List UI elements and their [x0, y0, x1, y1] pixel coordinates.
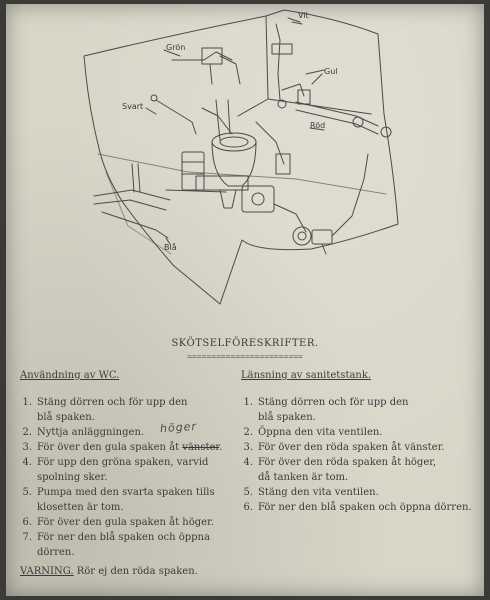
- list-item: 4. För upp den gröna spaken, varvid spolning sker.: [22, 457, 209, 483]
- list-item: 1. Stäng dörren och för upp den blå spaken.: [22, 397, 188, 423]
- list-item: 6. För ner den blå spaken och öppna dörren.: [243, 502, 472, 513]
- list-item: 5. Stäng den vita ventilen.: [243, 487, 379, 498]
- list-item: 4. För över den röda spaken åt höger, då tanken är tom.: [243, 457, 437, 483]
- wc-system-diagram: [6, 4, 484, 334]
- label-bla: Blå: [164, 243, 177, 252]
- instruction-board: [6, 4, 484, 596]
- tank-draining-heading: Länsning av sanitetstank.: [241, 370, 372, 381]
- list-item: 2. Nyttja anläggningen.: [22, 427, 145, 438]
- label-rod: Röd: [310, 121, 326, 130]
- label-gul: Gul: [324, 67, 338, 76]
- label-gron: Grön: [166, 43, 186, 52]
- warning-label: VARNING.: [20, 566, 74, 577]
- list-item: 6. För över den gula spaken åt höger.: [22, 517, 214, 528]
- warning-text: Rör ej den röda spaken.: [73, 566, 198, 577]
- label-svart: Svart: [122, 102, 144, 111]
- page-title: SKÖTSELFÖRESKRIFTER.: [171, 338, 319, 349]
- warning-note: [20, 566, 198, 577]
- wc-usage-steps: [20, 395, 242, 560]
- list-item: 5. Pumpa med den svarta spaken tills klosetten är tom.: [22, 487, 215, 513]
- wc-usage-section: [20, 370, 242, 560]
- title-underline: ========================: [187, 352, 303, 361]
- struck-word: vänster: [182, 442, 220, 453]
- label-vit: Vit: [298, 11, 309, 20]
- list-item: 7. För ner den blå spaken och öppna dörren.: [22, 532, 210, 558]
- list-item: 3. För över den gula spaken åt vänster.: [22, 442, 223, 453]
- tank-draining-steps: [241, 395, 481, 515]
- handwritten-correction: höger: [159, 419, 198, 436]
- list-item: 1. Stäng dörren och för upp den blå spaken.: [243, 397, 409, 423]
- list-item: 2. Öppna den vita ventilen.: [243, 427, 383, 438]
- tank-draining-section: [241, 370, 481, 515]
- list-item: 3. För över den röda spaken åt vänster.: [243, 442, 445, 453]
- wc-usage-heading: Användning av WC.: [20, 370, 120, 381]
